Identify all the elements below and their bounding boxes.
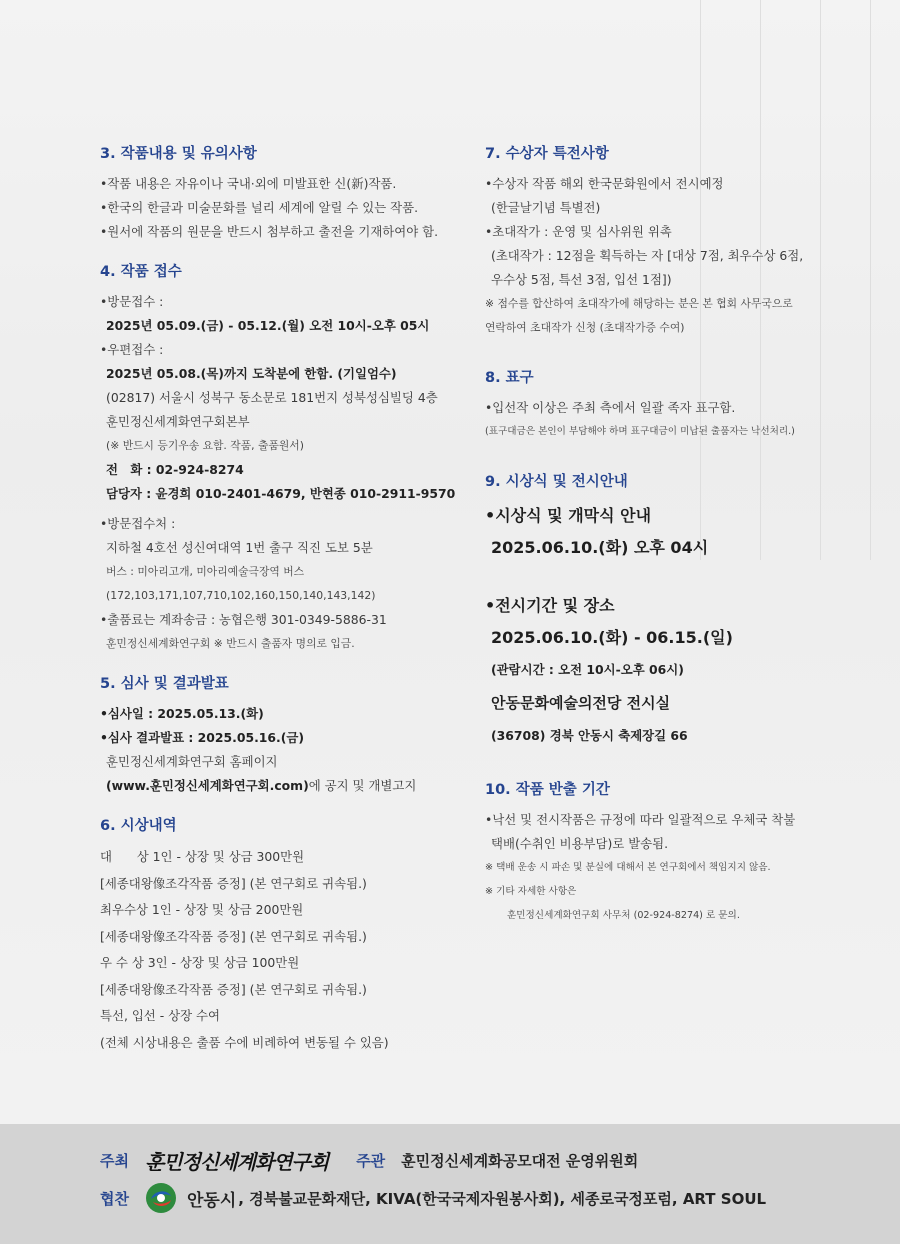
address-line-1: (02817) 서울시 성북구 동소문로 181번지 성북성심빌딩 4층 (106, 390, 438, 405)
s7-line-5: 우수상 5점, 특선 3점, 입선 1점]) (491, 272, 672, 287)
host-logo: 훈민정신세계화연구회 (144, 1150, 329, 1174)
s7-line-3: •초대작가 : 운영 및 심사위원 위촉 (485, 224, 672, 239)
s7-line-2: (한글날기념 특별전) (491, 200, 601, 215)
andong-city-logo-icon (145, 1182, 177, 1214)
s10-line-1: •낙선 및 전시작품은 규정에 따라 일괄적으로 우체국 착불 (485, 812, 796, 827)
section-3-title: 3. 작품내용 및 유의사항 (100, 146, 257, 162)
section-9-title: 9. 시상식 및 전시안내 (485, 474, 628, 490)
organizer-name: 훈민정신세계화공모대전 운영위원회 (401, 1152, 639, 1170)
viewing-hours: (관람시간 : 오전 10시-오후 06시) (491, 662, 684, 677)
andong-city-name: 안동시 (186, 1190, 237, 1211)
homepage-url[interactable]: (www.훈민정신세계화연구회.com) (106, 778, 309, 793)
s7-line-6: ※ 점수를 합산하여 초대작가에 해당하는 분은 본 협회 사무국으로 (485, 297, 793, 310)
visit-label: •방문접수 : (100, 294, 164, 309)
visit-place-label: •방문접수처 : (100, 516, 176, 531)
award-line-3: 최우수상 1인 - 상장 및 상금 200만원 (100, 902, 304, 917)
award-line-5: 우 수 상 3인 - 상장 및 상금 100만원 (100, 955, 300, 970)
award-line-8: (전체 시상내용은 출품 수에 비례하여 변동될 수 있음) (100, 1034, 389, 1050)
ceremony-label: •시상식 및 개막식 안내 (485, 506, 652, 525)
s3-line-1: •작품 내용은 자유이나 국내·외에 미발표한 신(新)작품. (100, 176, 397, 191)
section-4-title: 4. 작품 접수 (100, 264, 182, 280)
s10-line-3: ※ 택배 운송 시 파손 및 분실에 대해서 본 연구회에서 책임지지 않음. (485, 862, 771, 873)
s10-line-4: ※ 기타 자세한 사항은 (485, 886, 577, 897)
homepage-url-line (100, 774, 470, 798)
s3-line-2: •한국의 한글과 미술문화를 널리 세계에 알릴 수 있는 작품. (100, 200, 419, 215)
registered-mail-note: (※ 반드시 등기우송 요함. 작품, 출품원서) (106, 439, 304, 452)
support-label: 협찬 (100, 1189, 129, 1208)
section-8-title: 8. 표구 (485, 370, 534, 386)
section-10-title: 10. 작품 반출 기간 (485, 782, 610, 798)
post-label: •우편접수 : (100, 342, 164, 357)
section-5-title: 5. 심사 및 결과발표 (100, 676, 229, 692)
address-line-2: 훈민정신세계화연구회본부 (106, 414, 250, 429)
venue-address: (36708) 경북 안동시 축제장길 66 (491, 728, 688, 743)
award-line-1: 대 상 1인 - 상장 및 상금 300만원 (100, 849, 305, 864)
post-date: 2025년 05.08.(목)까지 도착분에 한함. (기일엄수) (106, 366, 397, 381)
right-column (485, 142, 875, 928)
award-line-7: 특선, 입선 - 상장 수여 (100, 1008, 220, 1023)
exhibit-label: •전시기간 및 장소 (485, 596, 615, 615)
subway-line: 지하철 4호선 성신여대역 1번 출구 직진 도보 5분 (106, 540, 373, 555)
result-date: •심사 결과발표 : 2025.05.16.(금) (100, 730, 305, 745)
venue-name: 안동문화예술의전당 전시실 (491, 694, 671, 712)
organizer-label: 주관 (356, 1152, 386, 1170)
footer-band (0, 1124, 900, 1244)
award-line-6: [세종대왕像조각작품 증정] (본 연구회로 귀속됨.) (100, 981, 367, 997)
host-label: 주최 (100, 1152, 129, 1170)
s7-line-4: (초대작가 : 12점을 획득하는 자 [대상 7점, 최우수상 6점, (491, 248, 804, 263)
s7-line-1: •수상자 작품 해외 한국문화원에서 전시예정 (485, 176, 724, 191)
contact-line: 담당자 : 윤경희 010-2401-4679, 반현종 010-2911-9570 (106, 486, 456, 501)
homepage-label: 훈민정신세계화연구회 홈페이지 (106, 754, 278, 769)
s7-line-7: 연락하여 초대작가 신청 (초대작가증 수여) (485, 321, 685, 334)
section-7-title: 7. 수상자 특전사항 (485, 146, 609, 162)
s10-line-2: 택배(수취인 비용부담)로 발송됨. (491, 836, 669, 851)
ceremony-date: 2025.06.10.(화) 오후 04시 (491, 538, 709, 557)
host-row (100, 1146, 638, 1175)
s8-line-2: (표구대금은 본인이 부담해야 하며 표구대금이 미납된 출품자는 낙선처리.) (485, 426, 795, 437)
section-6-title: 6. 시상내역 (100, 818, 177, 834)
homepage-url-suffix: 에 공지 및 개별고지 (308, 778, 417, 793)
exhibit-date: 2025.06.10.(화) - 06.15.(일) (491, 628, 733, 647)
award-line-2: [세종대왕像조각작품 증정] (본 연구회로 귀속됨.) (100, 875, 367, 891)
award-line-4: [세종대왕像조각작품 증정] (본 연구회로 귀속됨.) (100, 928, 367, 944)
phone-line: 전 화 : 02-924-8274 (106, 462, 244, 477)
bus-numbers: (172,103,171,107,710,102,160,150,140,143,142) (106, 589, 376, 602)
s10-line-5: 훈민정신세계화연구회 사무처 (02-924-8274) 로 문의. (507, 910, 740, 921)
visit-date: 2025년 05.09.(금) - 05.12.(월) 오전 10시-오후 05시 (106, 318, 430, 333)
fee-account-name: 훈민정신세계화연구회 ※ 반드시 출품자 명의로 입금. (106, 637, 355, 650)
sponsor-list: , 경북불교문화재단, KIVA(한국국제자원봉사회), 세종로국정포럼, ART SOUL (238, 1189, 767, 1208)
bus-line: 버스 : 미아리고개, 미아리예술극장역 버스 (106, 565, 305, 578)
s8-line-1: •입선작 이상은 주최 측에서 일괄 족자 표구함. (485, 400, 736, 415)
judging-date: •심사일 : 2025.05.13.(화) (100, 706, 264, 721)
s3-line-3: •원서에 작품의 원문을 반드시 첨부하고 출전을 기재하여야 함. (100, 224, 439, 239)
sponsor-row (100, 1182, 766, 1214)
fee-line: •출품료는 계좌송금 : 농협은행 301-0349-5886-31 (100, 612, 387, 627)
left-column (100, 142, 470, 1056)
